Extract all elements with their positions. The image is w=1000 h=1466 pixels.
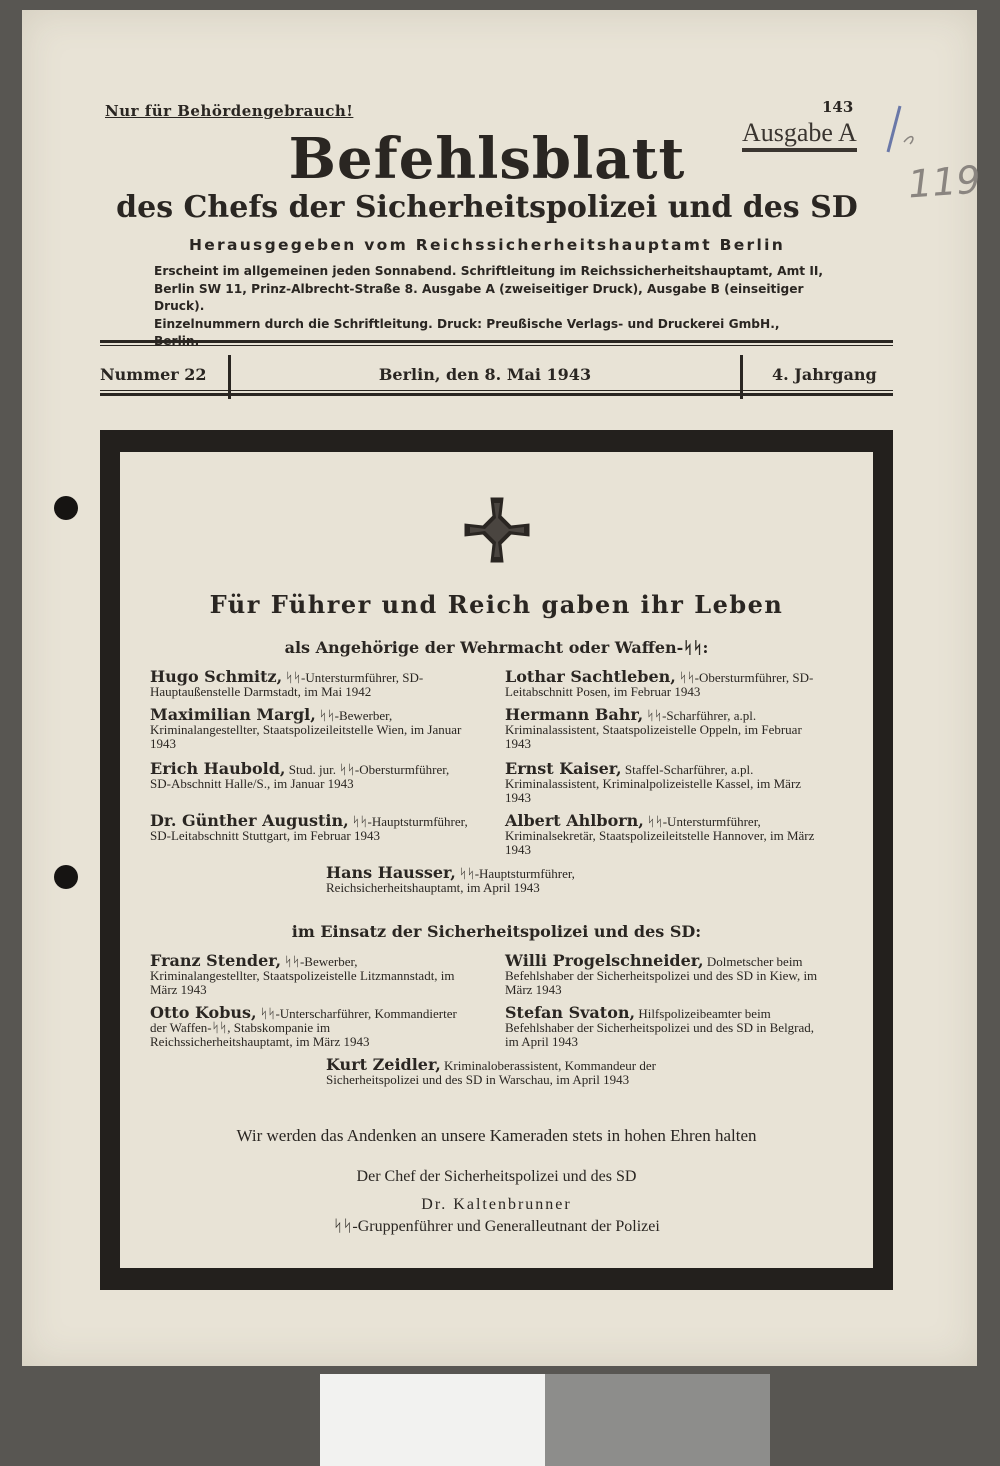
casualty-details: ᛋᛋ-Untersturmführer, SD-Hauptaußenstelle Darmstadt, im Mai 1942	[150, 670, 424, 699]
casualty-entry	[505, 951, 825, 997]
casualty-details: ᛋᛋ-Hauptsturmführer, Reichsicherheitshauptamt, im April 1943	[326, 866, 575, 895]
signature-role: Der Chef der Sicherheitspolizei und des SD	[356, 1168, 637, 1185]
casualty-entry	[505, 811, 825, 857]
casualty-details: ᛋᛋ-Obersturmführer, SD-Leitabschnitt Posen, im Februar 1943	[505, 670, 814, 699]
casualty-details: ᛋᛋ-Hauptsturmführer, SD-Leitabschnitt Stuttgart, im Februar 1943	[150, 814, 468, 843]
signature-name: Dr. Kaltenbrunner	[421, 1196, 572, 1213]
info-line: Erscheint im allgemeinen jeden Sonnabend. Schriftleitung im Reichssicherheitshauptamt, Amt II,	[154, 264, 824, 278]
casualty-name: Lothar Sachtleben,	[505, 667, 676, 686]
memorial-frame	[100, 430, 893, 1290]
issue-number: Nummer 22	[100, 365, 207, 384]
casualty-details: ᛋᛋ-Scharführer, a.pl. Kriminalassistent, Staatspolizeistelle Oppeln, im Februar 1943	[505, 708, 802, 751]
publication-info	[154, 263, 824, 351]
punch-hole	[54, 865, 78, 889]
document-page	[22, 10, 982, 1366]
casualty-details: Staffel-Scharführer, a.pl. Kriminalassistent, Kriminalpolizeistelle Kassel, im März 1943	[505, 762, 802, 805]
top-rule	[100, 340, 893, 343]
casualty-name: Franz Stender,	[150, 951, 282, 970]
restriction-note: Nur für Behördengebrauch!	[105, 102, 354, 120]
bottom-rule	[100, 393, 893, 396]
info-line: Berlin SW 11, Prinz-Albrecht-Straße 8. Ausgabe A (zweiseitiger Druck), Ausgabe B (einseitiger Druck).	[154, 281, 804, 313]
calibration-gray	[545, 1374, 770, 1466]
top-rule-thin	[100, 345, 893, 346]
casualty-entry	[505, 705, 825, 751]
casualty-entry	[326, 863, 656, 895]
closing-statement: Wir werden das Andenken an unsere Kameraden stets in hohen Ehren halten	[236, 1126, 757, 1145]
edition-label: Ausgabe A	[742, 118, 857, 152]
issue-volume: 4. Jahrgang	[772, 365, 877, 384]
casualty-details: Hilfspolizeibeamter beim Befehlshaber der Sicherheitspolizei und des SD in Belgrad, im April 1943	[505, 1006, 815, 1049]
casualty-name: Erich Haubold,	[150, 759, 286, 778]
issue-date: Berlin, den 8. Mai 1943	[378, 365, 592, 384]
casualty-entry	[150, 951, 470, 997]
casualty-name: Albert Ahlborn,	[505, 811, 644, 830]
casualty-entry	[150, 1003, 470, 1049]
casualty-name: Dr. Günther Augustin,	[150, 811, 349, 830]
casualty-details: ᛋᛋ-Bewerber, Kriminalangestellter, Staatspolizeistelle Litzmannstadt, im März 1943	[150, 954, 455, 997]
section-heading: im Einsatz der Sicherheitspolizei und des SD:	[291, 922, 702, 941]
casualty-details: Kriminaloberassistent, Kommandeur der Sicherheitspolizei und des SD in Warschau, im April 1943	[326, 1058, 656, 1087]
signature-rank: ᛋᛋ-Gruppenführer und Generalleutnant der Polizei	[333, 1218, 660, 1235]
casualty-entry	[505, 667, 825, 699]
casualty-name: Kurt Zeidler,	[326, 1055, 441, 1074]
section-heading: als Angehörige der Wehrmacht oder Waffen-ᛋᛋ:	[284, 638, 709, 657]
memorial-title: Für Führer und Reich gaben ihr Leben	[209, 590, 784, 619]
casualty-entry	[326, 1055, 656, 1087]
casualty-entry	[150, 705, 470, 751]
pencil-annotation: 119	[906, 157, 982, 207]
casualty-entry	[150, 667, 470, 699]
publication-title: Befehlsblatt	[288, 126, 686, 192]
casualty-details: ᛋᛋ-Unterscharführer, Kommandierter der Waffen-ᛋᛋ, Stabskompanie im Reichssicherheitshauptamt, im März 1943	[150, 1006, 457, 1049]
memorial-content	[120, 452, 873, 1268]
casualty-name: Stefan Svaton,	[505, 1003, 636, 1022]
casualty-details: ᛋᛋ-Bewerber, Kriminalangestellter, Staatspolizeileitstelle Wien, im Januar 1943	[150, 708, 462, 751]
casualty-name: Hugo Schmitz,	[150, 667, 283, 686]
publisher-line: Herausgegeben vom Reichssicherheitshauptamt Berlin	[188, 236, 786, 254]
publication-subtitle: des Chefs der Sicherheitspolizei und des SD	[116, 190, 858, 225]
casualty-details: Stud. jur. ᛋᛋ-Obersturmführer, SD-Abschnitt Halle/S., im Januar 1943	[150, 762, 450, 791]
punch-hole	[54, 496, 78, 520]
casualty-entry	[505, 759, 825, 805]
casualty-name: Ernst Kaiser,	[505, 759, 622, 778]
casualty-name: Hermann Bahr,	[505, 705, 644, 724]
casualty-entry	[150, 759, 470, 791]
casualty-details: Dolmetscher beim Befehlshaber der Sicherheitspolizei und des SD in Kiew, im März 1943	[505, 954, 818, 997]
casualty-name: Maximilian Margl,	[150, 705, 316, 724]
casualty-name: Hans Hausser,	[326, 863, 456, 882]
casualty-entry	[150, 811, 470, 843]
casualty-entry	[505, 1003, 825, 1049]
page-number: 143	[822, 98, 854, 116]
casualty-name: Otto Kobus,	[150, 1003, 257, 1022]
casualty-details: ᛋᛋ-Untersturmführer, Kriminalsekretär, Staatspolizeileitstelle Hannover, im März 1943	[505, 814, 815, 857]
calibration-white	[320, 1374, 545, 1466]
info-line: Einzelnummern durch die Schriftleitung. Druck: Preußische Verlags- und Druckerei GmbH.,	[154, 316, 780, 331]
casualty-name: Willi Progelschneider,	[505, 951, 704, 970]
iron-cross-icon	[461, 494, 533, 566]
bottom-rule-thin	[100, 390, 893, 391]
